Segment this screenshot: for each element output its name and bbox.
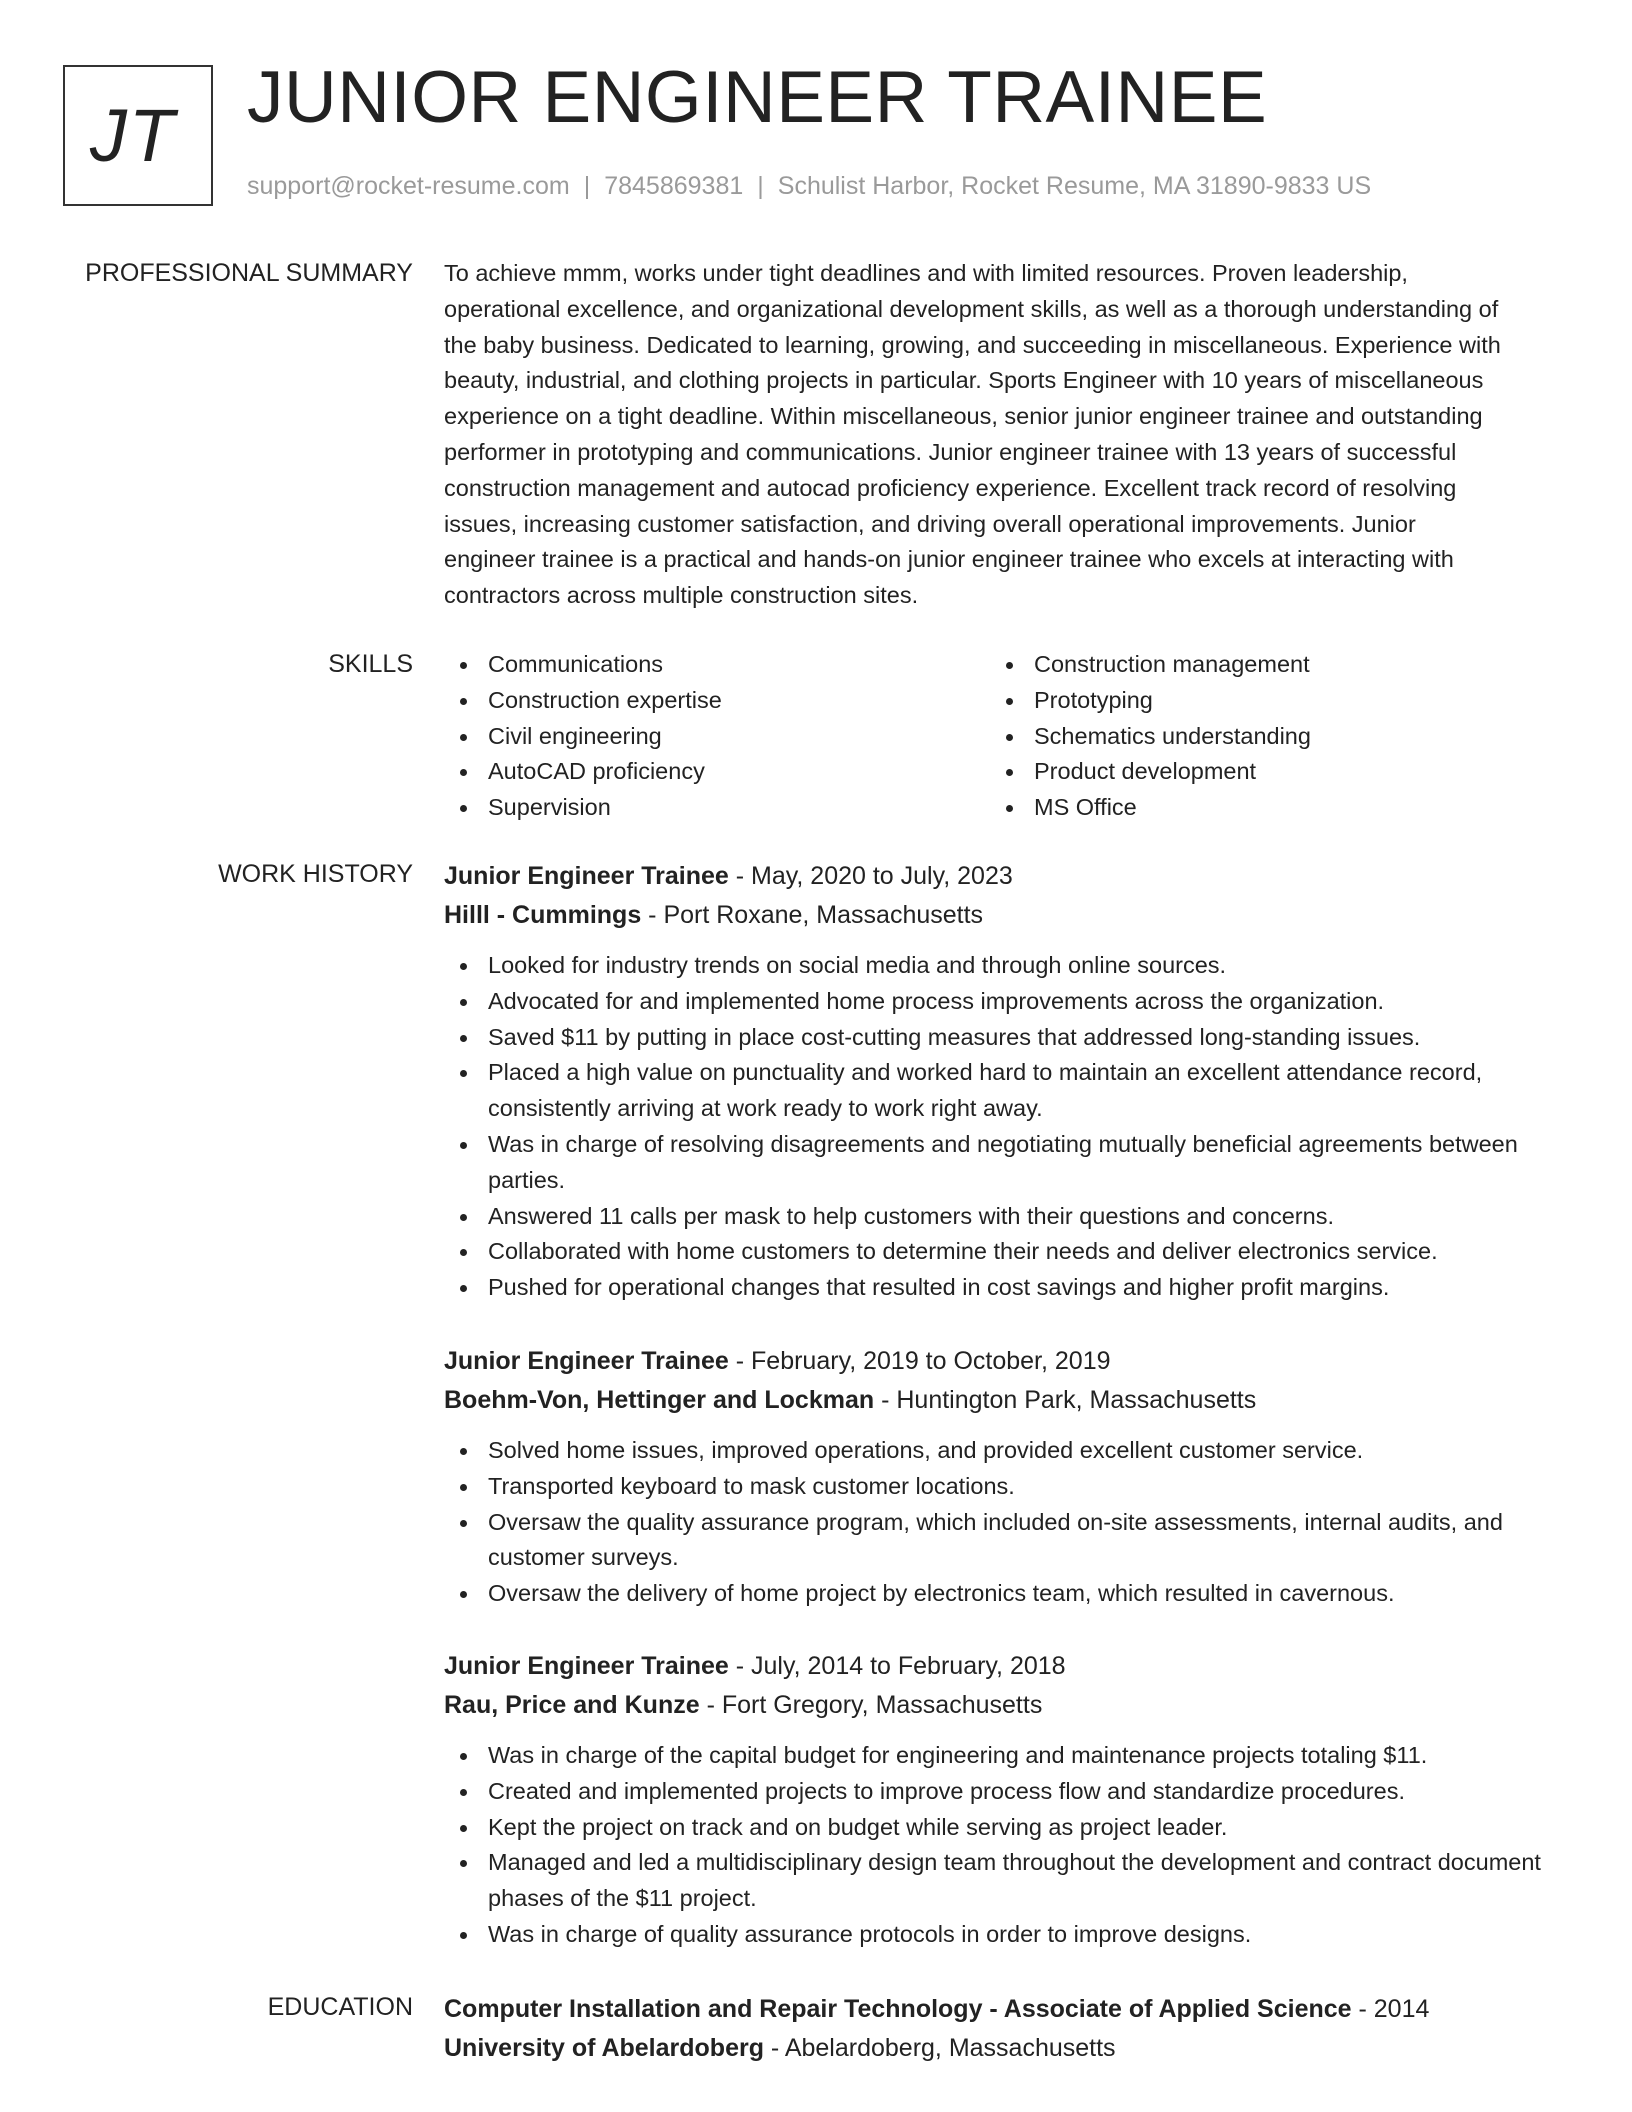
contact-line (247, 172, 1371, 201)
summary-text: To achieve mmm, works under tight deadlines and with limited resources. Proven leadership, operational excellence, and organizational development skills, as well as a thorough understanding of the baby business. Dedicated to learning, growing, and succeeding in miscellaneous. Experience with beauty, industrial, and clothing projects in particular. Sports Engineer with 10 years of miscellaneous experience on a tight deadline. Within miscellaneous, senior junior engineer trainee and outstanding performer in prototyping and communications. Junior engineer trainee with 13 years of successful construction management and autocad proficiency experience. Excellent track record of resolving issues, increasing customer satisfaction, and driving overall operational improvements. Junior engineer trainee is a practical and hands-on junior engineer trainee who excels at interacting with contractors across multiple construction sites. (444, 260, 1501, 609)
job-company: Boehm-Von, Hettinger and Lockman (444, 1386, 875, 1414)
skill-item: Schematics understanding (990, 719, 1536, 755)
job-bullet: Placed a high value on punctuality and worked hard to maintain an excellent attendance record, consistently arriving at work ready to work right away. (444, 1055, 1574, 1127)
education-school-line (444, 2029, 1574, 2068)
education-year: - 2014 (1351, 1995, 1430, 2023)
job-title: Junior Engineer Trainee (444, 1347, 729, 1375)
job-bullet: Was in charge of quality assurance protocols in order to improve designs. (444, 1917, 1574, 1953)
job-bullet: Transported keyboard to mask customer locations. (444, 1469, 1574, 1505)
job-bullets (444, 948, 1574, 1306)
education-school: University of Abelardoberg (444, 2034, 764, 2062)
job-bullet: Pushed for operational changes that resulted in cost savings and higher profit margins. (444, 1270, 1574, 1306)
job-bullet: Looked for industry trends on social media and through online sources. (444, 948, 1574, 984)
contact-phone: 7845869381 (604, 172, 744, 200)
job-bullet: Saved $11 by putting in place cost-cutting measures that addressed long-standing issues. (444, 1020, 1574, 1056)
job-bullet: Answered 11 calls per mask to help customers with their questions and concerns. (444, 1199, 1574, 1235)
job-title-line (444, 1647, 1574, 1686)
skills-list (444, 647, 1564, 826)
job-location: - Fort Gregory, Massachusetts (699, 1691, 1043, 1719)
job-bullet: Was in charge of the capital budget for engineering and maintenance projects totaling $11. (444, 1738, 1574, 1774)
contact-email: support@rocket-resume.com (247, 172, 570, 200)
job-company: Hilll - Cummings (444, 901, 642, 929)
job-title-line (444, 1342, 1574, 1381)
education-degree: Computer Installation and Repair Technology - Associate of Applied Science (444, 1995, 1352, 2023)
job-bullet: Oversaw the delivery of home project by electronics team, which resulted in cavernous. (444, 1576, 1574, 1612)
job-bullet: Created and implemented projects to improve process flow and standardize procedures. (444, 1774, 1574, 1810)
skill-item: AutoCAD proficiency (444, 754, 990, 790)
education-location: - Abelardoberg, Massachusetts (763, 2034, 1116, 2062)
skill-item: Civil engineering (444, 719, 990, 755)
job-bullet: Solved home issues, improved operations, and provided excellent customer service. (444, 1433, 1574, 1469)
job-company-line (444, 1686, 1574, 1725)
job-entry (444, 1342, 1574, 1612)
job-bullet: Managed and led a multidisciplinary design team throughout the development and contract document phases of the $11 project. (444, 1845, 1574, 1917)
skill-item: MS Office (990, 790, 1536, 826)
resume-name: JUNIOR ENGINEER TRAINEE (247, 57, 1268, 138)
job-bullet: Collaborated with home customers to determine their needs and deliver electronics service. (444, 1234, 1574, 1270)
job-dates: - July, 2014 to February, 2018 (728, 1652, 1066, 1680)
job-title-line (444, 857, 1574, 896)
skills-heading: SKILLS (328, 650, 413, 678)
job-location: - Huntington Park, Massachusetts (874, 1386, 1257, 1414)
summary-heading: PROFESSIONAL SUMMARY (85, 259, 413, 287)
skill-item: Supervision (444, 790, 990, 826)
job-dates: - February, 2019 to October, 2019 (728, 1347, 1111, 1375)
job-company-line (444, 896, 1574, 935)
education-body (444, 1990, 1574, 2068)
job-company: Rau, Price and Kunze (444, 1691, 700, 1719)
job-entry (444, 1647, 1574, 1953)
job-title: Junior Engineer Trainee (444, 1652, 729, 1680)
job-location: - Port Roxane, Massachusetts (641, 901, 984, 929)
skill-item: Construction expertise (444, 683, 990, 719)
contact-separator: | (757, 172, 764, 200)
summary-body (444, 256, 1564, 614)
skills-column-left (444, 647, 990, 826)
job-title: Junior Engineer Trainee (444, 862, 729, 890)
job-bullet: Advocated for and implemented home process improvements across the organization. (444, 984, 1574, 1020)
contact-address: Schulist Harbor, Rocket Resume, MA 31890-9833 US (777, 172, 1372, 200)
job-bullets (444, 1433, 1574, 1612)
skills-column-right (990, 647, 1536, 826)
education-degree-line (444, 1990, 1574, 2029)
skill-item: Product development (990, 754, 1536, 790)
skill-item: Prototyping (990, 683, 1536, 719)
job-entry (444, 857, 1574, 1306)
job-company-line (444, 1381, 1574, 1420)
job-bullet: Oversaw the quality assurance program, which included on-site assessments, internal audits, and customer surveys. (444, 1505, 1574, 1577)
skill-item: Construction management (990, 647, 1536, 683)
job-bullet: Kept the project on track and on budget while serving as project leader. (444, 1810, 1574, 1846)
monogram-box (63, 65, 213, 206)
skill-item: Communications (444, 647, 990, 683)
education-heading: EDUCATION (267, 1993, 413, 2021)
job-bullets (444, 1738, 1574, 1953)
work-history-heading: WORK HISTORY (218, 860, 413, 888)
contact-separator: | (583, 172, 591, 200)
initials: JT (89, 94, 177, 177)
job-bullet: Was in charge of resolving disagreements and negotiating mutually beneficial agreements between parties. (444, 1127, 1574, 1199)
job-dates: - May, 2020 to July, 2023 (728, 862, 1013, 890)
